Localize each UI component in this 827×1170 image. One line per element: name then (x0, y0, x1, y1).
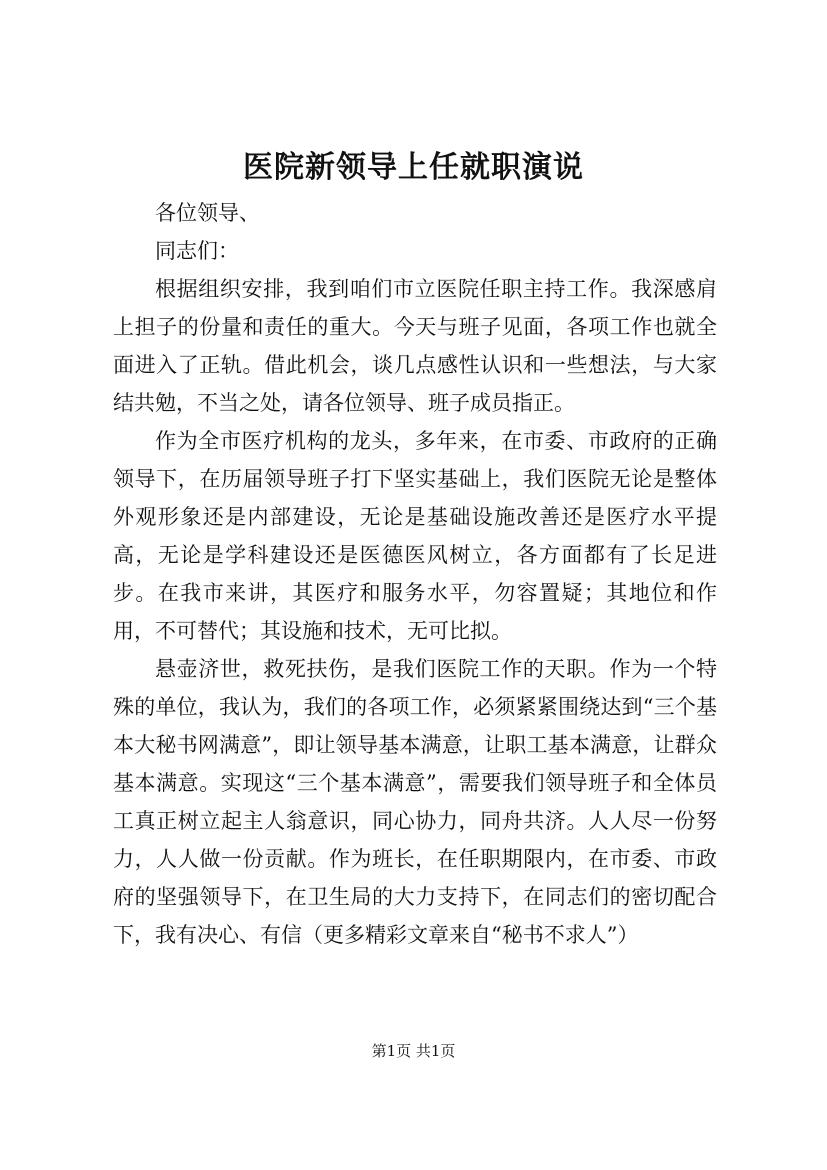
document-body (113, 194, 717, 954)
document-title: 医院新领导上任就职演说 (243, 150, 584, 185)
body-paragraph: 根据组织安排，我到咱们市立医院任职主持工作。我深感肩上担子的份量和责任的重大。今天与班子见面，各项工作也就全面进入了正轨。借此机会，谈几点感性认识和一些想法，与大家结共勉，不当之处，请各位领导、班子成员指正。 (113, 277, 717, 415)
page-footer: 第1页 共1页 (371, 1042, 456, 1060)
salutation-line: 同志们： (155, 239, 239, 263)
body-paragraph: 作为全市医疗机构的龙头，多年来，在市委、市政府的正确领导下，在历届领导班子打下坚实基础上，我们医院无论是整体外观形象还是内部建设，无论是基础设施改善还是医疗水平提高，无论是学科建设还是医德医风树立，各方面都有了长足进步。在我市来讲，其医疗和服务水平，勿容置疑；其地位和作用，不可替代；其设施和技术，无可比拟。 (113, 429, 717, 643)
salutation-line: 各位领导、 (155, 201, 260, 225)
body-paragraph: 悬壶济世，救死扶伤，是我们医院工作的天职。作为一个特殊的单位，我认为，我们的各项工作，必须紧紧围绕达到“三个基本大秘书网满意”，即让领导基本满意，让职工基本满意，让群众基本满意。实现这“三个基本满意”，需要我们领导班子和全体员工真正树立起主人翁意识，同心协力，同舟共济。人人尽一份努力，人人做一份贡献。作为班长，在任职期限内，在市委、市政府的坚强领导下，在卫生局的大力支持下，在同志们的密切配合下，我有决心、有信（更多精彩文章来自“秘书不求人”） (113, 657, 717, 947)
